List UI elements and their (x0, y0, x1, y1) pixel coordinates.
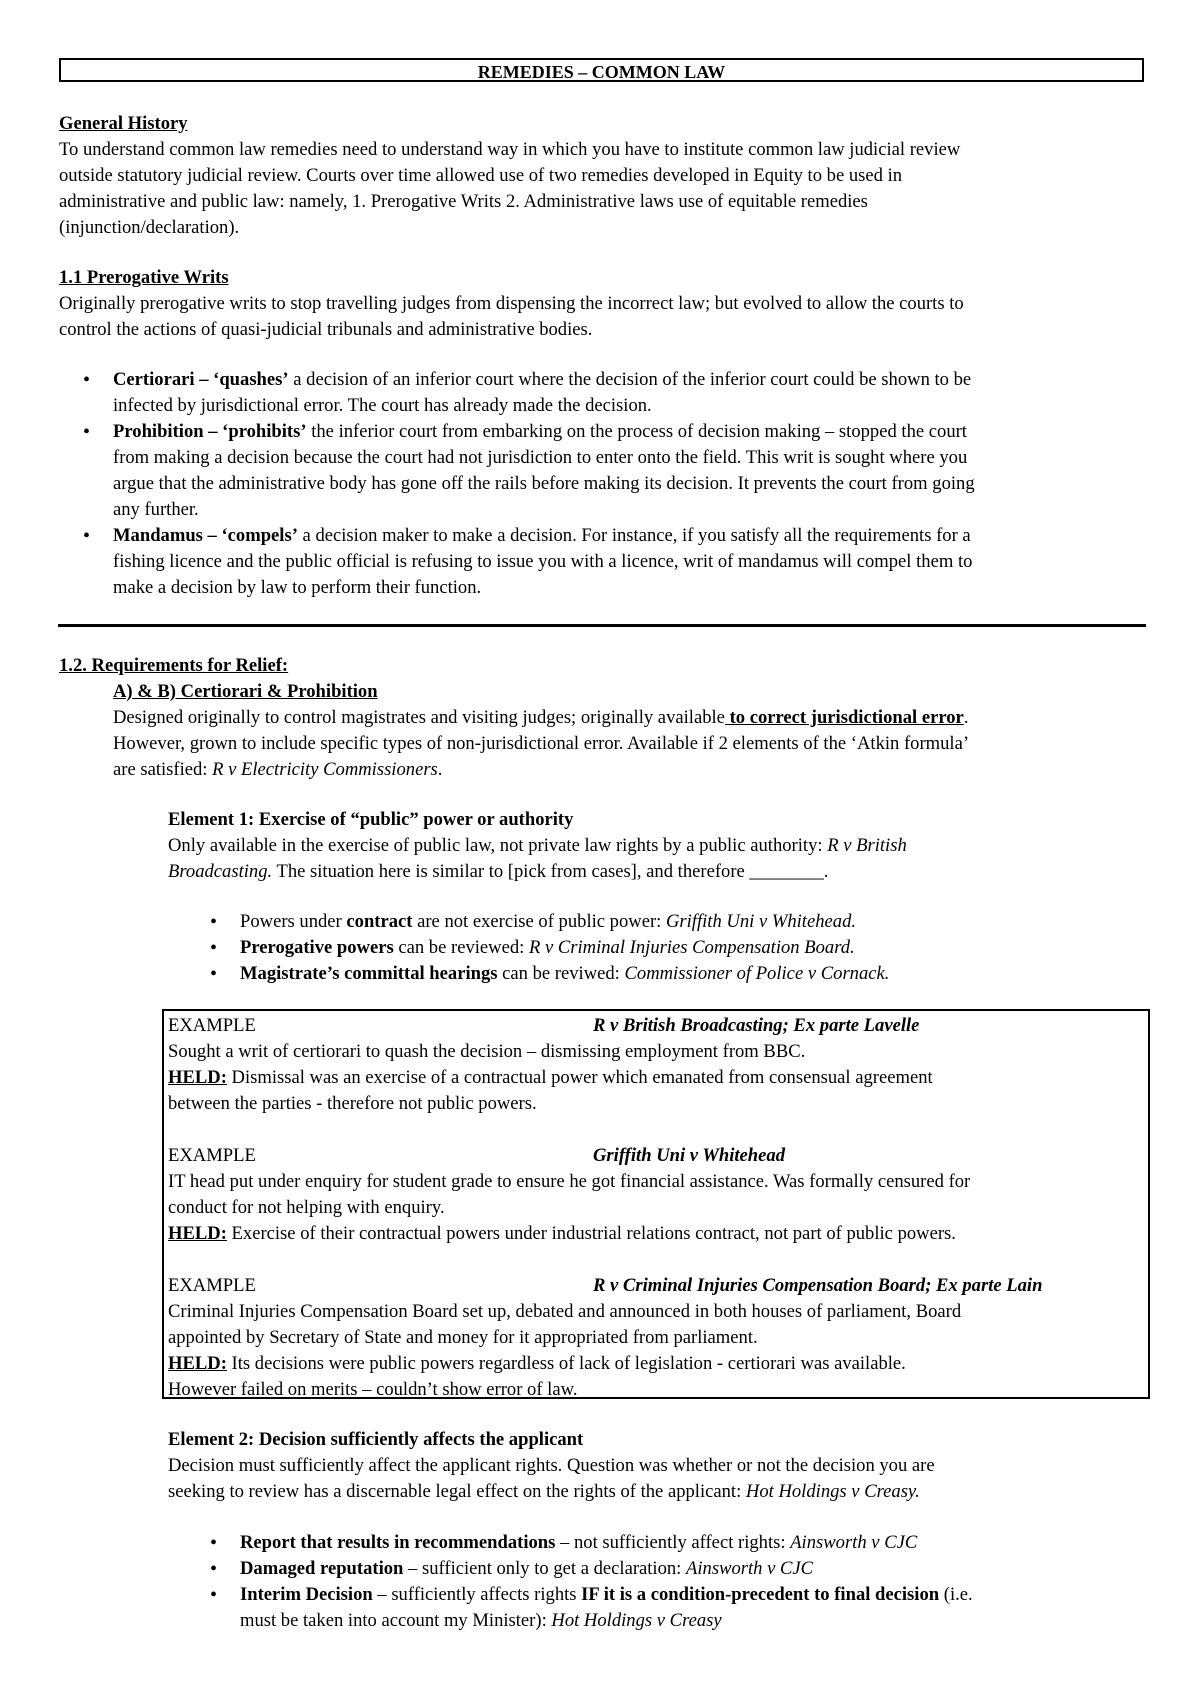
element-1-bullet-1 (210, 909, 889, 935)
example-2-line-1: IT head put under enquiry for student grade to ensure he got financial assistance. Was formally censured for (168, 1171, 971, 1192)
element-1-line-1 (168, 833, 907, 859)
bullet-text: Powers under (240, 911, 347, 932)
mandamus-item (83, 523, 975, 601)
example-label: EXAMPLE (168, 1145, 256, 1166)
writs-list (83, 367, 975, 601)
element-1-line-2 (168, 859, 907, 885)
general-history-heading: General History (59, 113, 188, 134)
bullet-text: can be reviewed: (393, 937, 529, 958)
bullet-case: Ainsworth v CJC (790, 1532, 918, 1553)
example-3-held-1: Its decisions were public powers regardless of lack of legislation - certiorari was available. (226, 1353, 906, 1374)
held-label: HELD: (168, 1223, 227, 1244)
bullet-icon: • (83, 421, 91, 443)
element-2-line-2-text: seeking to review has a discernable legal effect on the rights of the applicant: (168, 1481, 746, 1502)
requirements-heading (59, 653, 288, 679)
requirements-subheading: A) & B) Certiorari & Prohibition (113, 681, 378, 702)
element-1-heading: Element 1: Exercise of “public” power or authority (168, 809, 574, 830)
bullet-term: Report that results in recommendations (240, 1532, 556, 1553)
examples-box (162, 1009, 1150, 1399)
case-broadcasting: Broadcasting. (168, 861, 273, 882)
mandamus-line-1: a decision maker to make a decision. For instance, if you satisfy all the requirements for a (297, 525, 971, 546)
prohibition-term: Prohibition – ‘prohibits’ (113, 421, 307, 442)
element-1-line-1-text: Only available in the exercise of public law, not private law rights by a public authority: (168, 835, 828, 856)
example-3 (168, 1273, 1143, 1403)
example-1-held-1: Dismissal was an exercise of a contractual power which emanated from consensual agreement (226, 1067, 933, 1088)
prohibition-item (83, 419, 975, 523)
mandamus-line-2: fishing licence and the public official is refusing to issue you with a licence, writ of mandamus will compel them to (113, 551, 973, 572)
example-1 (168, 1013, 1143, 1117)
element-2-bullet-3 (210, 1582, 973, 1634)
prerogative-heading: 1.1 Prerogative Writs (59, 267, 229, 288)
requirements-line-3-end: . (437, 759, 443, 780)
example-label: EXAMPLE (168, 1015, 256, 1036)
general-line-2: outside statutory judicial review. Courts over time allowed use of two remedies developed in Equity to be used in (59, 165, 903, 186)
example-1-case: R v British Broadcasting; Ex parte Lavelle (593, 1015, 920, 1036)
general-line-1: To understand common law remedies need to understand way in which you have to institute common law judicial review (59, 139, 961, 160)
general-line-4: (injunction/declaration). (59, 217, 240, 238)
certiorari-line-1: a decision of an inferior court where the decision of the inferior court could be shown to be (288, 369, 972, 390)
example-2-held-1: Exercise of their contractual powers under industrial relations contract, not part of public powers. (226, 1223, 956, 1244)
requirements-section (113, 679, 969, 783)
bullet-icon: • (210, 911, 218, 933)
held-label: HELD: (168, 1353, 227, 1374)
bullet-icon: • (210, 1584, 218, 1606)
element-2-list (210, 1530, 973, 1634)
bullet-icon: • (210, 963, 218, 985)
general-line-3: administrative and public law: namely, 1. Prerogative Writs 2. Administrative laws use of equitable remedies (59, 191, 868, 212)
certiorari-item (83, 367, 975, 419)
general-history-section (59, 111, 960, 241)
prohibition-line-3: argue that the administrative body has gone off the rails before making its decision. It prevents the court from going (113, 473, 975, 494)
bullet-icon: • (83, 369, 91, 391)
mandamus-term: Mandamus – ‘compels’ (113, 525, 298, 546)
example-2-case: Griffith Uni v Whitehead (593, 1145, 785, 1166)
element-2-heading: Element 2: Decision sufficiently affects the applicant (168, 1429, 584, 1450)
bullet-text-line-2: must be taken into account my Minister): (240, 1610, 552, 1631)
certiorari-term: Certiorari – ‘quashes’ (113, 369, 289, 390)
example-3-held-2: However failed on merits – couldn’t show error of law. (168, 1379, 578, 1400)
requirements-line-1 (113, 705, 969, 731)
document-title: REMEDIES – COMMON LAW (59, 58, 1144, 82)
certiorari-line-2: infected by jurisdictional error. The court has already made the decision. (113, 395, 652, 416)
bullet-text: – sufficiently affects rights (372, 1584, 582, 1605)
bullet-term: Damaged reputation (240, 1558, 404, 1579)
example-3-line-2: appointed by Secretary of State and money for it appropriated from parliament. (168, 1327, 758, 1348)
requirements-line-2: However, grown to include specific types of non-jurisdictional error. Available if 2 elements of the ‘Atkin formula’ (113, 733, 970, 754)
bullet-text: – not sufficiently affect rights: (555, 1532, 791, 1553)
element-1-bullet-2 (210, 935, 889, 961)
prohibition-line-4: any further. (113, 499, 199, 520)
prerogative-line-2: control the actions of quasi-judicial tribunals and administrative bodies. (59, 319, 593, 340)
bullet-icon: • (210, 1558, 218, 1580)
example-1-line-1: Sought a writ of certiorari to quash the decision – dismissing employment from BBC. (168, 1041, 806, 1062)
section-divider (58, 624, 1146, 627)
held-label: HELD: (168, 1067, 227, 1088)
bullet-term: Prerogative powers (240, 937, 394, 958)
bullet-case: Hot Holdings v Creasy (551, 1610, 722, 1631)
bullet-icon: • (83, 525, 91, 547)
example-1-held-2: between the parties - therefore not public powers. (168, 1093, 537, 1114)
bullet-case: R v Criminal Injuries Compensation Board. (528, 937, 855, 958)
bullet-icon: • (210, 1532, 218, 1554)
requirements-line-1-end: . (963, 707, 969, 728)
bullet-text: can be reviwed: (497, 963, 625, 984)
bullet-term: contract (346, 911, 413, 932)
requirements-heading-text: 1.2. Requirements for Relief: (59, 655, 289, 676)
mandamus-line-3: make a decision by law to perform their function. (113, 577, 482, 598)
element-1-section (168, 807, 907, 885)
example-label: EXAMPLE (168, 1275, 256, 1296)
bullet-case: Griffith Uni v Whitehead. (665, 911, 857, 932)
element-1-bullet-3 (210, 961, 890, 987)
element-2-section (168, 1427, 935, 1505)
prerogative-line-1: Originally prerogative writs to stop travelling judges from dispensing the incorrect law; but evolved to allow the courts to (59, 293, 964, 314)
element-2-bullet-1 (210, 1530, 973, 1556)
element-1-list (210, 909, 890, 987)
bullet-icon: • (210, 937, 218, 959)
requirements-line-3-text: are satisfied: (113, 759, 213, 780)
example-3-case: R v Criminal Injuries Compensation Board; Ex parte Lain (593, 1275, 1043, 1296)
requirements-line-3 (113, 757, 969, 783)
element-2-bullet-2 (210, 1556, 973, 1582)
bullet-case: Ainsworth v CJC (686, 1558, 814, 1579)
prerogative-writs-section (59, 265, 964, 343)
example-3-line-1: Criminal Injuries Compensation Board set up, debated and announced in both houses of parliament, Board (168, 1301, 962, 1322)
example-2 (168, 1143, 1143, 1247)
bullet-term: Magistrate’s committal hearings (240, 963, 498, 984)
example-2-line-2: conduct for not helping with enquiry. (168, 1197, 445, 1218)
bullet-term-2: IF it is a condition-precedent to final decision (581, 1584, 940, 1605)
bullet-text: – sufficient only to get a declaration: (403, 1558, 687, 1579)
case-r-v-british: R v British (827, 835, 907, 856)
bullet-text: are not exercise of public power: (412, 911, 666, 932)
prohibition-line-2: from making a decision because the court had not jurisdiction to enter onto the field. This writ is sought where you (113, 447, 968, 468)
prohibition-line-1: the inferior court from embarking on the process of decision making – stopped the court (306, 421, 967, 442)
case-electricity-commissioners: R v Electricity Commissioners (212, 759, 438, 780)
case-hot-holdings: Hot Holdings v Creasy. (745, 1481, 920, 1502)
bullet-term: Interim Decision (240, 1584, 373, 1605)
element-2-line-1: Decision must sufficiently affect the applicant rights. Question was whether or not the decision you are (168, 1455, 935, 1476)
requirements-line-1-text: Designed originally to control magistrates and visiting judges; originally available (113, 707, 725, 728)
element-1-line-2-text: The situation here is similar to [pick from cases], and therefore ________. (272, 861, 829, 882)
bullet-text: (i.e. (939, 1584, 973, 1605)
bullet-case: Commissioner of Police v Cornack. (624, 963, 890, 984)
element-2-line-2 (168, 1479, 935, 1505)
jurisdictional-error-phrase: to correct jurisdictional error (724, 707, 964, 728)
